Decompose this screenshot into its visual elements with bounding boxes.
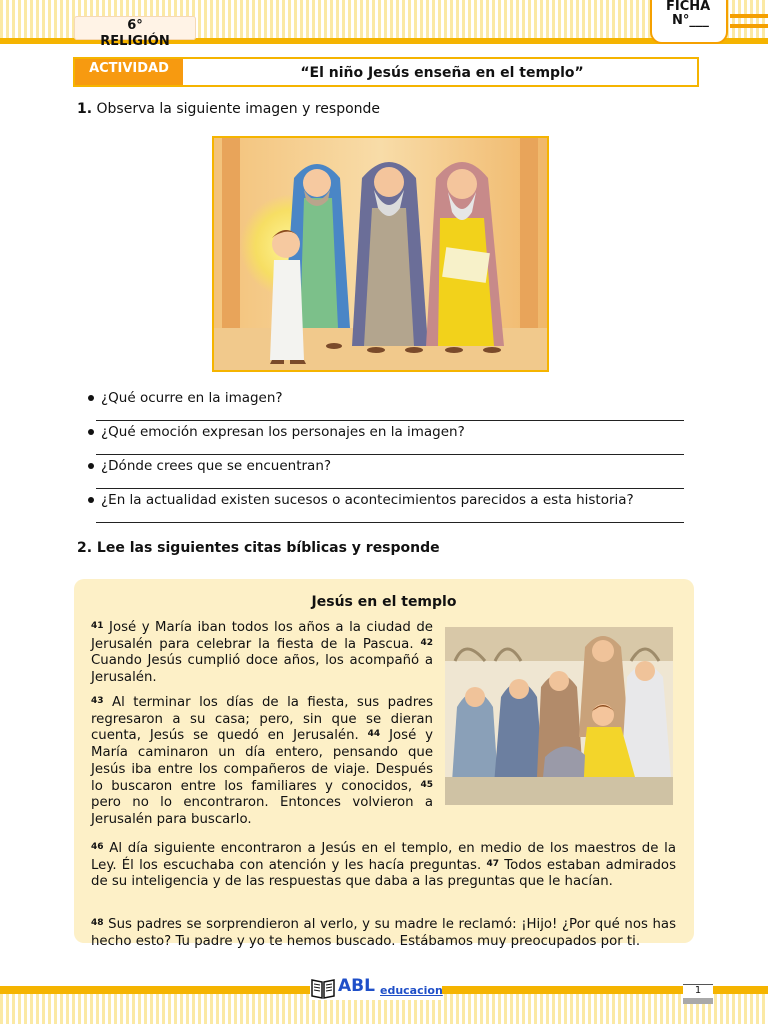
abl-logo xyxy=(310,976,442,1000)
bullet-icon xyxy=(88,497,94,503)
logo-edu-text: educacion xyxy=(380,984,443,997)
verse-number: 41 xyxy=(91,621,104,631)
ficha-label: FICHA xyxy=(666,0,711,14)
verse-text: Al terminar los días de la fiesta, sus padres regresaron a su casa; pero, sin que se dieran cuenta, Jesús se quedó en Jerusalén. xyxy=(91,695,433,744)
jesus-teaching-illustration xyxy=(212,136,549,372)
verse-text: pero no lo encontraron. Entonces volvieron a Jerusalén para buscarlo. xyxy=(91,795,433,827)
answer-line[interactable] xyxy=(96,454,684,455)
worksheet-number-box xyxy=(650,0,728,44)
verse-text: Cuando Jesús cumplió doce años, los acompañó a Jerusalén. xyxy=(91,653,433,686)
verse-text: José y María iban todos los años a la ciudad de Jerusalén para celebrar la fiesta de la Pascua. xyxy=(91,620,433,652)
question-2-heading: 2. Lee las siguientes citas bíblicas y responde xyxy=(77,540,440,556)
verse-text: Todos estaban admirados de su inteligencia y de las respuestas que daba a las preguntas que le hacían. xyxy=(91,857,676,890)
activity-title-row xyxy=(73,57,699,87)
question-text: ¿En la actualidad existen sucesos o acontecimientos parecidos a esta historia? xyxy=(101,492,634,508)
temple-scene-illustration xyxy=(445,627,673,805)
bullet-icon xyxy=(88,463,94,469)
list-item xyxy=(88,492,688,526)
ficha-number: N°___ xyxy=(672,13,709,28)
header-decor-line xyxy=(730,24,768,28)
verse-number: 45 xyxy=(420,779,433,790)
page-number-box xyxy=(683,984,713,1004)
question-1-number: 1. xyxy=(77,101,93,117)
page-number-bar xyxy=(683,998,713,1004)
reading-paragraph xyxy=(91,841,676,891)
list-item xyxy=(88,424,688,458)
grade-badge xyxy=(74,16,196,49)
verse-number: 47 xyxy=(486,858,499,869)
jesus-teachers-image xyxy=(214,138,547,370)
reading-paragraph xyxy=(91,695,433,829)
verse-text: José y María caminaron un día entero, pensando que Jesús iba entre los compañeros de viaje. Después lo buscaron entre los familiares y conocidos, xyxy=(91,728,434,794)
question-1-heading xyxy=(77,101,380,117)
verse-number: 46 xyxy=(91,842,104,852)
header-decor-line xyxy=(730,14,768,18)
jesus-in-temple-image xyxy=(445,627,673,805)
question-text: ¿Qué ocurre en la imagen? xyxy=(101,390,283,406)
reading-title: Jesús en el templo xyxy=(311,594,457,610)
list-item xyxy=(88,390,688,424)
verse-text: Al día siguiente encontraron a Jesús en el templo, en medio de los maestros de la Ley. Él los escuchaba con atención y les hacía preguntas. xyxy=(91,841,676,873)
bullet-icon xyxy=(88,429,94,435)
answer-line[interactable] xyxy=(96,522,684,523)
reading-paragraph xyxy=(91,917,676,950)
activity-title: “El niño Jesús enseña en el templo” xyxy=(300,65,584,81)
page-number: 1 xyxy=(694,985,702,996)
question-1-text: Observa la siguiente imagen y responde xyxy=(96,101,381,117)
list-item xyxy=(88,458,688,492)
grade-level: 6° xyxy=(127,18,143,33)
activity-label: ACTIVIDAD xyxy=(75,59,183,85)
bible-reading-box xyxy=(74,579,694,949)
question-text: ¿Qué emoción expresan los personajes en la imagen? xyxy=(101,424,465,440)
reading-paragraph xyxy=(91,620,433,687)
answer-line[interactable] xyxy=(96,488,684,489)
verse-number: 43 xyxy=(91,696,104,706)
logo-abl-text: ABL xyxy=(338,976,375,996)
verse-number: 44 xyxy=(367,729,381,740)
verse-number: 42 xyxy=(420,637,433,648)
verse-text: Sus padres se sorprendieron al verlo, y su madre le reclamó: ¡Hijo! ¿Por qué nos has hecho esto? Tu padre y yo te hemos buscado. Estábamos muy preocupados por ti. xyxy=(91,917,677,949)
question-text: ¿Dónde crees que se encuentran? xyxy=(101,458,332,474)
subject-label: RELIGIÓN xyxy=(100,34,170,49)
question-list xyxy=(88,390,688,526)
book-icon xyxy=(310,976,336,1000)
answer-line[interactable] xyxy=(96,420,684,421)
bullet-icon xyxy=(88,395,94,401)
verse-number: 48 xyxy=(91,918,104,928)
